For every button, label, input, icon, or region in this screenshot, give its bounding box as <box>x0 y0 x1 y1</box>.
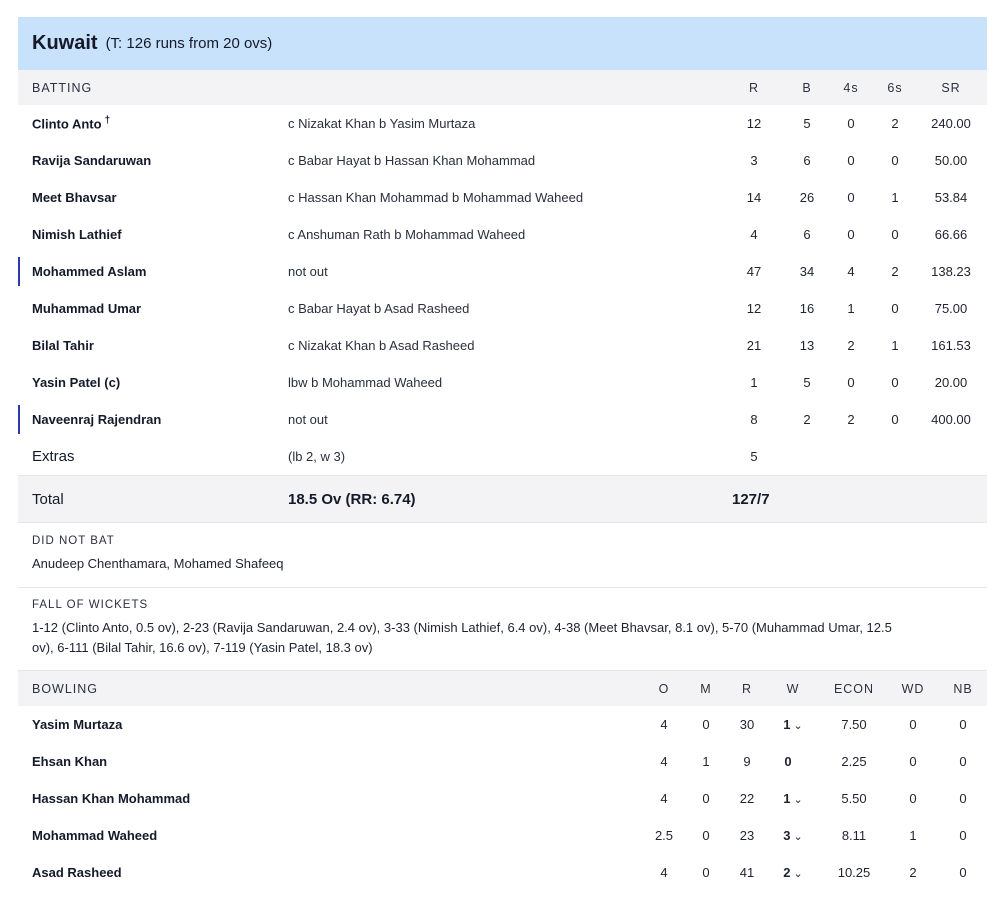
did-not-bat-players: Anudeep Chenthamara, Mohamed Shafeeq <box>32 556 284 571</box>
fall-of-wickets-line-1: 1-12 (Clinto Anto, 0.5 ov), 2-23 (Ravija Sandaruwan, 2.4 ov), 3-33 (Nimish Lathief, 6.4 ov), 4-38 (Meet Bhavsar, 8.1 ov), 5-70 (Muhammad Umar, 12.5 <box>32 620 892 635</box>
team-header[interactable] <box>18 17 987 70</box>
runs-conceded: 41 <box>739 865 755 880</box>
batter-row <box>18 364 987 401</box>
batter-row <box>18 179 987 216</box>
balls: 6 <box>803 153 811 168</box>
fours: 2 <box>847 412 855 427</box>
runs: 3 <box>750 153 758 168</box>
col-no-balls: NB <box>953 681 973 696</box>
total-label: Total <box>32 490 64 508</box>
bowler-name[interactable]: Yasim Murtaza <box>32 717 123 732</box>
chevron-down-icon: ⌄ <box>793 868 803 880</box>
dismissal: not out <box>288 264 328 279</box>
balls: 5 <box>803 375 811 390</box>
fours: 0 <box>847 227 855 242</box>
maidens: 1 <box>702 754 710 769</box>
bowler-name[interactable]: Asad Rasheed <box>32 865 122 880</box>
wickets-dropdown[interactable]: 1 ⌄ <box>783 791 803 806</box>
strike-rate: 50.00 <box>934 153 968 168</box>
total-score: 127/7 <box>732 490 770 508</box>
sixes: 0 <box>891 375 899 390</box>
maidens: 0 <box>702 865 710 880</box>
dismissal: c Babar Hayat b Hassan Khan Mohammad <box>288 153 536 168</box>
sixes: 2 <box>891 264 899 279</box>
dismissal: c Hassan Khan Mohammad b Mohammad Waheed <box>288 190 584 205</box>
did-not-bat-label: DID NOT BAT <box>32 535 115 547</box>
chevron-down-icon: ⌄ <box>793 831 803 843</box>
fall-of-wickets-line-2: ov), 6-111 (Bilal Tahir, 16.6 ov), 7-119 (Yasin Patel, 18.3 ov) <box>32 640 373 655</box>
dismissal: c Nizakat Khan b Asad Rasheed <box>288 338 475 353</box>
fours: 0 <box>847 116 855 131</box>
balls: 13 <box>799 338 815 353</box>
batter-name[interactable]: Clinto Anto † <box>32 115 111 132</box>
no-balls: 0 <box>959 717 967 732</box>
extras-label: Extras <box>32 448 75 465</box>
col-maidens: M <box>700 681 712 696</box>
wides: 1 <box>909 828 917 843</box>
extras-row <box>18 438 987 476</box>
overs: 4 <box>660 865 668 880</box>
bowler-row <box>18 780 987 817</box>
wides: 0 <box>909 791 917 806</box>
bowler-row <box>18 854 987 891</box>
batter-name[interactable]: Ravija Sandaruwan <box>32 153 152 168</box>
overs: 4 <box>660 717 668 732</box>
runs: 21 <box>746 338 762 353</box>
wides: 2 <box>909 865 917 880</box>
strike-rate: 138.23 <box>931 264 971 279</box>
chevron-down-icon: ⌄ <box>793 794 803 806</box>
batter-name[interactable]: Bilal Tahir <box>32 338 94 353</box>
no-balls: 0 <box>959 791 967 806</box>
economy: 10.25 <box>837 865 871 880</box>
strike-rate: 75.00 <box>934 301 968 316</box>
sixes: 0 <box>891 412 899 427</box>
bowler-row <box>18 706 987 743</box>
balls: 2 <box>803 412 811 427</box>
batter-row-not-out <box>18 401 987 438</box>
no-balls: 0 <box>959 828 967 843</box>
col-overs: O <box>658 681 670 696</box>
col-runs-conceded: R <box>741 681 753 696</box>
balls: 6 <box>803 227 811 242</box>
sixes: 0 <box>891 301 899 316</box>
not-out-marker <box>18 257 20 286</box>
chevron-down-icon: ⌄ <box>793 720 803 732</box>
strike-rate: 400.00 <box>931 412 971 427</box>
overs: 2.5 <box>654 828 674 843</box>
strike-rate: 20.00 <box>934 375 968 390</box>
sixes: 0 <box>891 227 899 242</box>
wides: 0 <box>909 717 917 732</box>
economy: 5.50 <box>841 791 867 806</box>
col-strike-rate: SR <box>941 80 961 95</box>
batter-row <box>18 216 987 253</box>
batter-name[interactable]: Mohammed Aslam <box>32 264 147 279</box>
bowling-header <box>18 671 987 706</box>
dismissal: c Nizakat Khan b Yasim Murtaza <box>288 116 476 131</box>
wickets-dropdown[interactable]: 2 ⌄ <box>783 865 803 880</box>
batter-name[interactable]: Meet Bhavsar <box>32 190 117 205</box>
wides: 0 <box>909 754 917 769</box>
scorecard <box>18 17 987 891</box>
bowling-label: BOWLING <box>32 681 99 696</box>
runs-conceded: 22 <box>739 791 755 806</box>
bowler-name[interactable]: Mohammad Waheed <box>32 828 158 843</box>
batter-name[interactable]: Yasin Patel (c) <box>32 375 121 390</box>
batter-row <box>18 142 987 179</box>
col-balls: B <box>802 80 812 95</box>
fall-of-wickets-section <box>18 588 987 671</box>
strike-rate: 53.84 <box>934 190 968 205</box>
balls: 34 <box>799 264 815 279</box>
maidens: 0 <box>702 791 710 806</box>
runs-conceded: 23 <box>739 828 755 843</box>
batter-row-not-out <box>18 253 987 290</box>
fours: 4 <box>847 264 855 279</box>
fours: 0 <box>847 153 855 168</box>
col-sixes: 6s <box>887 80 903 95</box>
total-row <box>18 476 987 523</box>
fours: 1 <box>847 301 855 316</box>
runs: 14 <box>746 190 762 205</box>
bowler-row <box>18 817 987 854</box>
bowler-row <box>18 743 987 780</box>
col-economy: ECON <box>833 681 875 696</box>
sixes: 1 <box>891 190 899 205</box>
strike-rate: 161.53 <box>931 338 971 353</box>
not-out-marker <box>18 405 20 434</box>
dismissal: c Babar Hayat b Asad Rasheed <box>288 301 470 316</box>
overs: 4 <box>660 791 668 806</box>
batter-name[interactable]: Muhammad Umar <box>32 301 142 316</box>
did-not-bat-section <box>18 523 987 588</box>
balls: 16 <box>799 301 815 316</box>
dismissal: not out <box>288 412 328 427</box>
fall-of-wickets-label: FALL OF WICKETS <box>32 599 149 611</box>
wicketkeeper-dagger-icon: † <box>104 115 111 127</box>
overs: 4 <box>660 754 668 769</box>
target-text: (T: 126 runs from 20 ovs) <box>105 35 273 52</box>
dismissal: c Anshuman Rath b Mohammad Waheed <box>288 227 526 242</box>
balls: 26 <box>799 190 815 205</box>
dismissal: lbw b Mohammad Waheed <box>288 375 443 390</box>
fours: 0 <box>847 375 855 390</box>
batter-row <box>18 105 987 142</box>
maidens: 0 <box>702 717 710 732</box>
economy: 2.25 <box>841 754 867 769</box>
wickets: 0 <box>784 754 792 769</box>
bowler-name[interactable]: Hassan Khan Mohammad <box>32 791 191 806</box>
extras-detail: (lb 2, w 3) <box>288 449 346 464</box>
runs: 12 <box>746 116 762 131</box>
runs: 4 <box>750 227 758 242</box>
sixes: 1 <box>891 338 899 353</box>
runs-conceded: 30 <box>739 717 755 732</box>
bowler-name[interactable]: Ehsan Khan <box>32 754 108 769</box>
runs-conceded: 9 <box>743 754 751 769</box>
balls: 5 <box>803 116 811 131</box>
col-runs: R <box>748 80 760 95</box>
wickets-dropdown[interactable]: 3 ⌄ <box>783 828 803 843</box>
no-balls: 0 <box>959 865 967 880</box>
runs: 8 <box>750 412 758 427</box>
batter-row <box>18 327 987 364</box>
col-fours: 4s <box>843 80 859 95</box>
sixes: 0 <box>891 153 899 168</box>
col-wides: WD <box>901 681 925 696</box>
batting-label: BATTING <box>32 80 93 95</box>
fours: 2 <box>847 338 855 353</box>
runs: 1 <box>750 375 758 390</box>
economy: 8.11 <box>841 828 867 843</box>
sixes: 2 <box>891 116 899 131</box>
strike-rate: 66.66 <box>934 227 968 242</box>
extras-value: 5 <box>750 449 758 464</box>
batter-row <box>18 290 987 327</box>
team-name: Kuwait <box>32 32 98 54</box>
maidens: 0 <box>702 828 710 843</box>
runs: 12 <box>746 301 762 316</box>
batter-name[interactable]: Naveenraj Rajendran <box>32 412 162 427</box>
no-balls: 0 <box>959 754 967 769</box>
runs: 47 <box>746 264 762 279</box>
strike-rate: 240.00 <box>931 116 971 131</box>
wickets-dropdown[interactable]: 1 ⌄ <box>783 717 803 732</box>
economy: 7.50 <box>841 717 867 732</box>
batter-name[interactable]: Nimish Lathief <box>32 227 122 242</box>
batting-header <box>18 70 987 105</box>
col-wickets: W <box>786 681 800 696</box>
fours: 0 <box>847 190 855 205</box>
total-overs: 18.5 Ov (RR: 6.74) <box>288 490 416 508</box>
